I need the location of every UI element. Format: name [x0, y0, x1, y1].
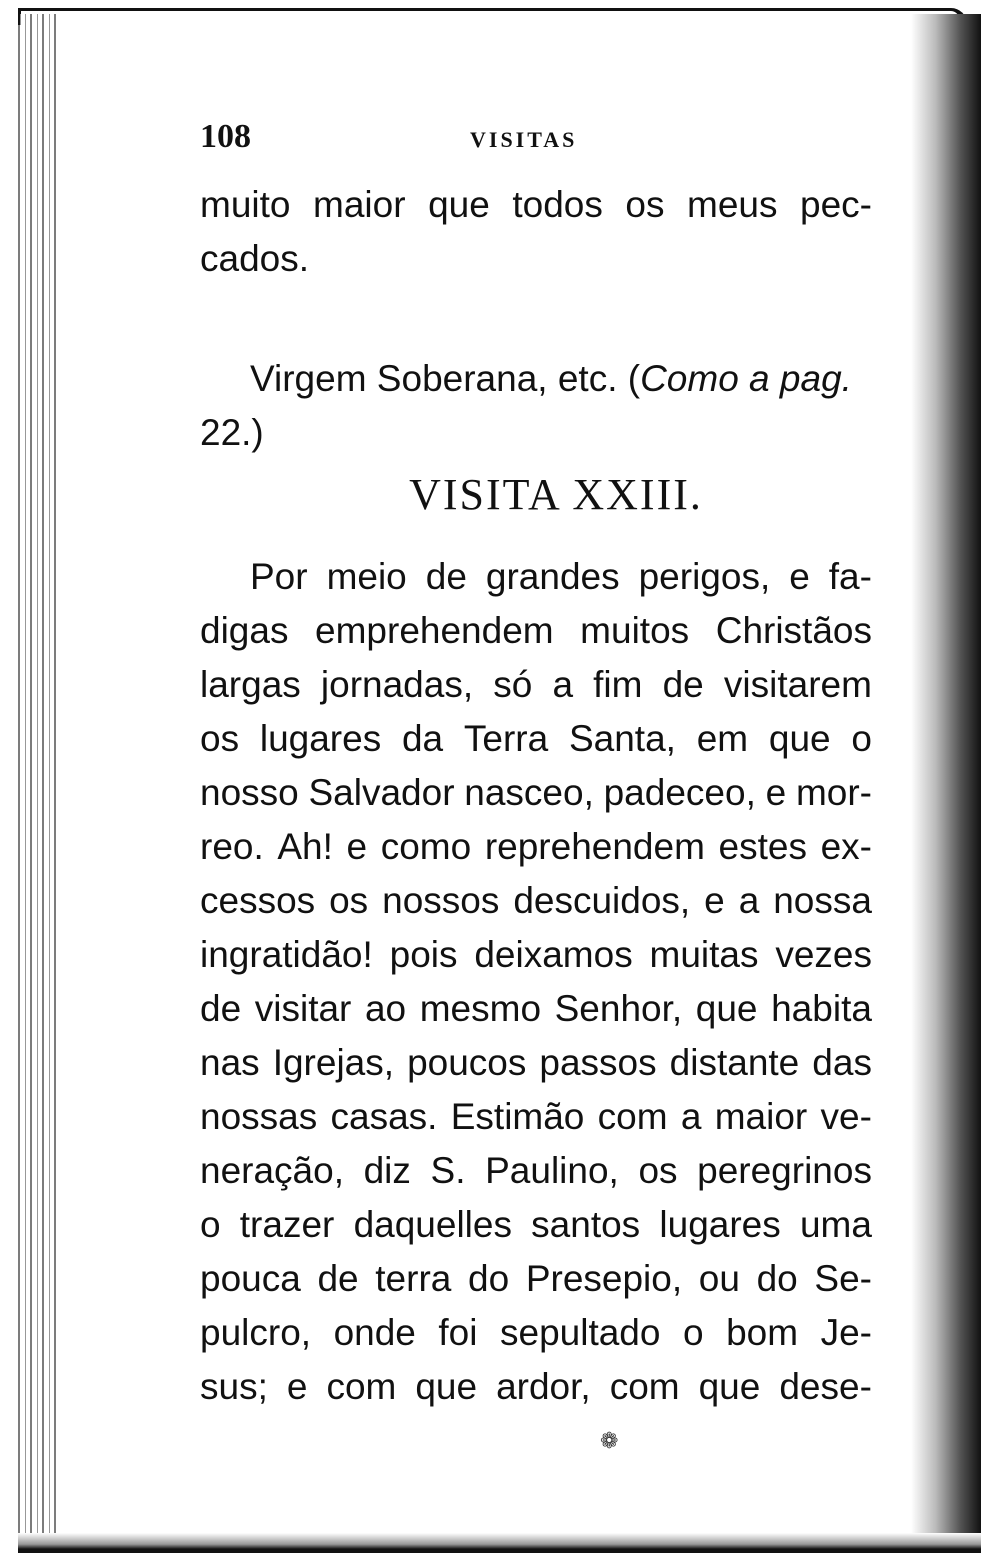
page-edge-left — [18, 14, 60, 1544]
text-line: digas emprehendem muitos Christãos — [200, 610, 872, 651]
text-line: cessos os nossos descuidos, e a nossa — [200, 880, 872, 921]
text-line: pouca de terra do Presepio, ou do Se- — [200, 1258, 872, 1299]
text-line: muito maior que todos os meus pec- — [200, 184, 872, 225]
page-edge-right — [911, 14, 981, 1553]
text-line: o trazer daquelles santos lugares uma — [200, 1204, 872, 1245]
text-line: nas Igrejas, poucos passos distante das — [200, 1042, 872, 1083]
printer-ornament-icon: ❁ — [600, 1428, 619, 1453]
page-edge-top — [18, 8, 967, 25]
page-edge-bottom — [18, 1533, 981, 1553]
text-line: de visitar ao mesmo Senhor, que habita — [200, 988, 872, 1029]
section-title: VISITA XXIII. — [409, 470, 703, 519]
text-line: nossas casas. Estimão com a maior ve- — [200, 1096, 872, 1137]
page-header — [200, 118, 872, 178]
text-line: sus; e com que ardor, com que dese- — [200, 1366, 872, 1407]
text-line: pulcro, onde foi sepultado o bom Je- — [200, 1312, 872, 1353]
text-line: ingratidão! pois deixamos muitas vezes — [200, 934, 872, 975]
text-line: cados. — [200, 238, 310, 279]
prayer-reference — [200, 352, 872, 406]
text-line: os lugares da Terra Santa, em que o — [200, 718, 872, 759]
text-line: largas jornadas, só a fim de visitarem — [200, 664, 872, 705]
running-title: VISITAS — [470, 127, 578, 152]
page-content — [200, 118, 872, 1414]
text-line: neração, diz S. Paulino, os peregrinos — [200, 1150, 872, 1191]
text-line: Por meio de grandes perigos, e fa- — [250, 556, 872, 597]
prayer-reference-italic: Como a pag. — [640, 358, 852, 399]
spacer — [200, 286, 872, 352]
page-number: 108 — [200, 118, 251, 155]
prayer-reference-text: Virgem Soberana, etc. ( — [250, 358, 641, 399]
text-line: reo. Ah! e como reprehendem estes ex- — [200, 826, 872, 867]
prayer-reference-end: 22.) — [200, 412, 264, 453]
text-line: nosso Salvador nasceo, padeceo, e mor- — [200, 772, 872, 813]
